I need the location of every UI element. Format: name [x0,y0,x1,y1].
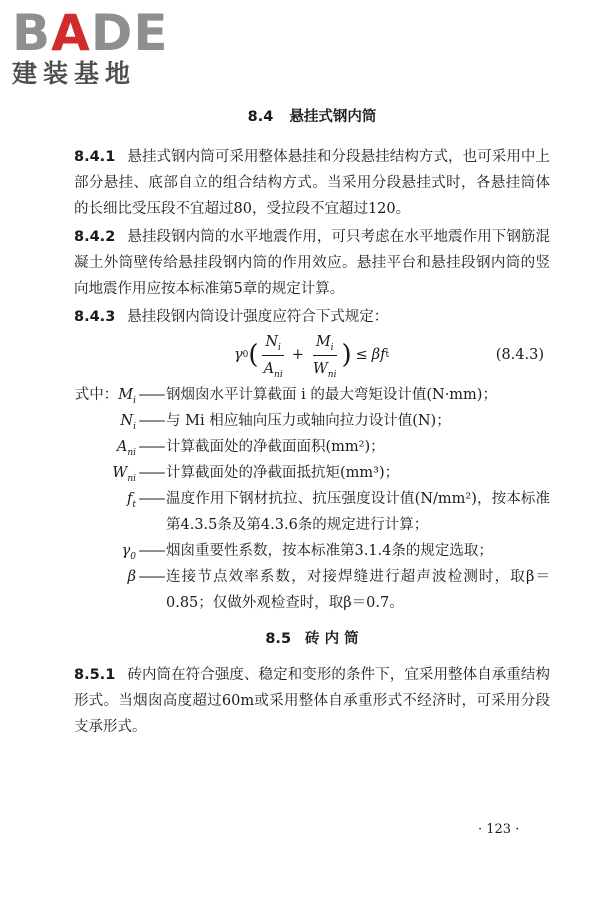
clause-text: 悬挂式钢内筒可采用整体悬挂和分段悬挂结构方式，也可采用中上部分悬挂、底部自立的组合结构方式。当采用分段悬挂式时，各悬挂筒体的长细比受压段不宜超过80，受拉段不宜超过120。 [74,149,550,217]
clause-text: 悬挂段钢内筒的水平地震作用，可只考虑在水平地震作用下钢筋混凝土外筒壁传给悬挂段钢内筒的作用效应。悬挂平台和悬挂段钢内筒的竖向地震作用应按本标准第5章的规定计算。 [74,229,550,297]
page-number: · 123 · [478,822,520,837]
fraction-n-over-a: $\frac{N_i}{A_{ni}}$ [261,329,286,382]
logo [12,4,182,88]
clause-text: 悬挂段钢内筒设计强度应符合下式规定： [127,309,389,325]
clause-number: 8.4.1 [74,149,116,165]
section-heading-8-4: 8.4 悬挂式钢内筒 [247,108,377,125]
symbol-definitions [74,382,550,616]
definition-gamma: $\gamma_0$ —— 烟囱重要性系数，按本标准第3.1.4条的规定选取； [121,543,493,562]
clause-number: 8.5.1 [74,667,116,683]
definition-a: $A_{ni}$ —— 计算截面处的净截面面积(mm²)； [116,439,385,458]
definition-beta: β —— 连接节点效率系数，对接焊缝进行超声波检测时，取β＝0.85；仅做外观检查时，取β＝0.7。 [127,569,550,611]
formula-expression: γ 0 ( $\frac{N_i}{A_{ni}}$ + $\frac{M_i}{W_{ni}}$ ) ≤ βf t [234,332,389,378]
definition-m: 式中：$M_i$ —— 钢烟囱水平计算截面 i 的最大弯矩设计值(N·mm)； [74,387,497,406]
clause-number: 8.4.2 [74,229,116,245]
clause-8-4-3 [74,304,550,330]
clause-8-4-2 [74,224,550,302]
definition-f: $f_t$ —— 温度作用下钢材抗拉、抗压强度设计值(N/mm²)，按本标准第4.3.5条及第4.3.6条的规定进行计算； [127,491,550,533]
fraction-m-over-w: $\frac{M_i}{W_{ni}}$ [310,329,340,382]
logo-subtitle: 建装基地 [12,59,137,88]
logo-wordmark: BADE [12,4,169,62]
clause-text: 砖内筒在符合强度、稳定和变形的条件下，宜采用整体自承重结构形式。当烟囱高度超过60m或采用整体自承重形式不经济时，可采用分段支承形式。 [74,667,550,735]
page-content [74,100,550,742]
clause-8-4-1 [74,144,550,222]
formula-8-4-3 [74,332,550,378]
definition-n: $N_i$ —— 与 Mi 相应轴向压力或轴向拉力设计值(N)； [120,413,451,432]
section-heading-8-5: 8.5 砖 内 筒 [265,630,359,647]
clause-number: 8.4.3 [74,309,116,325]
equation-number: (8.4.3) [495,347,544,363]
definition-w: $W_{ni}$ —— 计算截面处的净截面抵抗矩(mm³)； [112,465,400,484]
clause-8-5-1 [74,662,550,740]
